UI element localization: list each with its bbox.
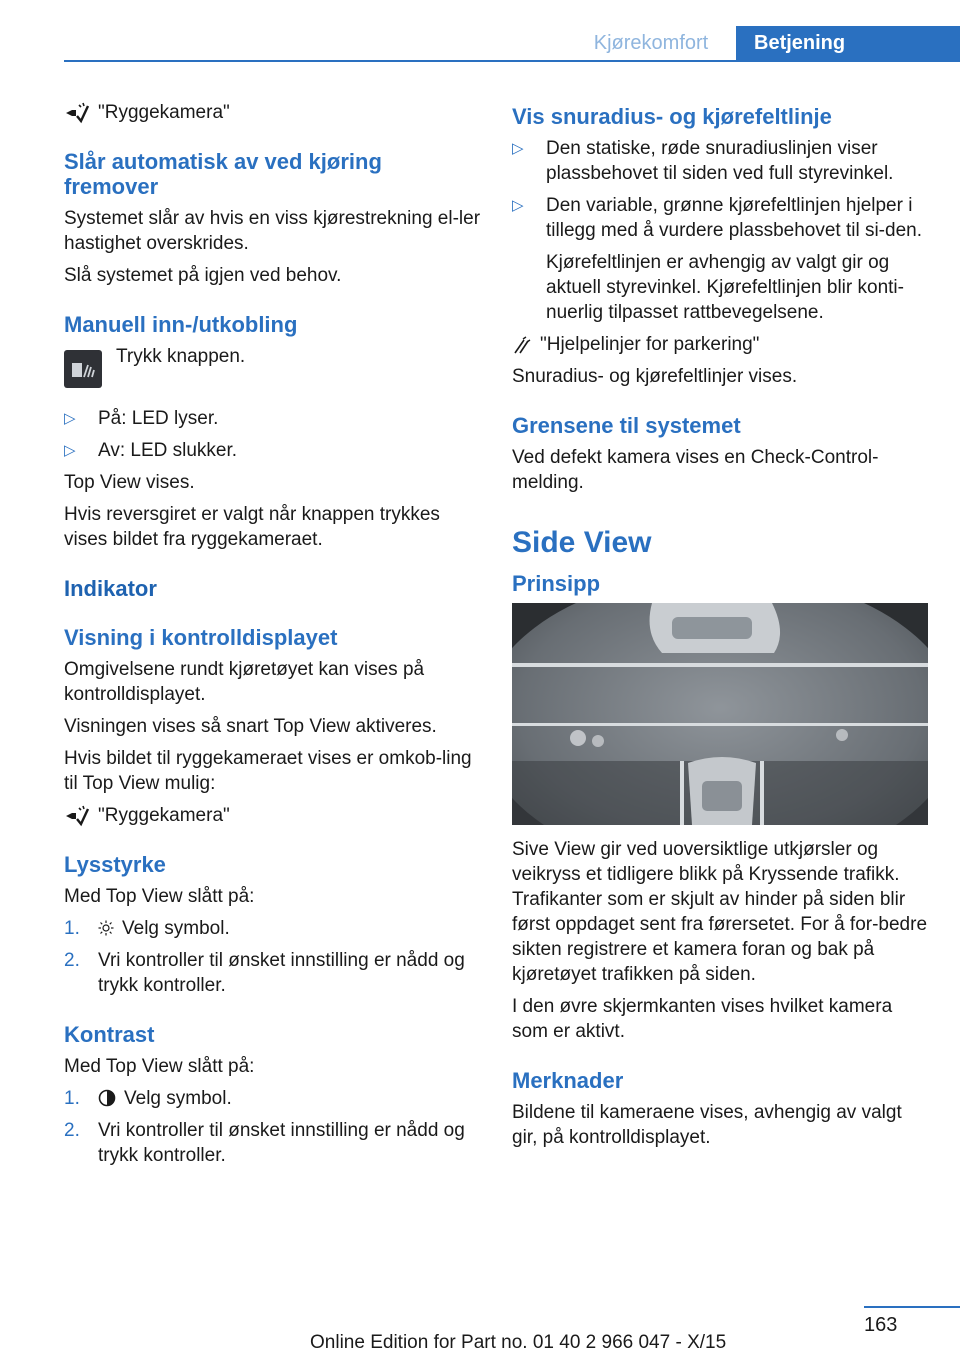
heading-indicator: Indikator <box>64 576 157 601</box>
heading-manual: Manuell inn-/utkobling <box>64 312 298 337</box>
text-display-2: Visningen vises så snart Top View aktiveres. <box>64 716 437 737</box>
text-lines-shown: Snuradius- og kjørefeltlinjer vises. <box>512 366 798 387</box>
heading-notes: Merknader <box>512 1068 624 1093</box>
left-column <box>64 100 480 1175</box>
list-item <box>64 916 480 941</box>
led-on-text: På: LED lyser. <box>98 408 219 429</box>
list-item <box>64 406 480 431</box>
list-item <box>64 948 480 998</box>
text-reenable: Slå systemet på igjen ved behov. <box>64 265 342 286</box>
side-view-illustration <box>512 603 928 825</box>
list-item <box>512 193 928 243</box>
heading-auto-off: Slår automatisk av ved kjøring fremover <box>64 149 382 199</box>
text-brightness: Med Top View slått på: <box>64 886 255 907</box>
led-off-text: Av: LED slukker. <box>98 440 238 461</box>
ryggekamera-label: "Ryggekamera" <box>98 805 230 826</box>
step-text <box>98 916 230 941</box>
header-rule <box>64 60 960 62</box>
brightness-steps <box>64 916 480 998</box>
page-number: 163 <box>864 1314 898 1336</box>
list-item <box>64 1118 480 1168</box>
text-topview-shown: Top View vises. <box>64 472 195 493</box>
step-number: 2. <box>64 950 80 971</box>
text-auto-off: Systemet slår av hvis en viss kjørestrekning el-ler hastighet overskrides. <box>64 208 481 254</box>
text-reverse: Hvis reversgiret er valgt når knappen trykkes vises bildet fra ryggekameraet. <box>64 504 440 550</box>
brightness-icon <box>98 918 114 939</box>
heading-brightness: Lysstyrke <box>64 852 166 877</box>
heading-limits: Grensene til systemet <box>512 413 741 438</box>
text-contrast: Med Top View slått på: <box>64 1056 255 1077</box>
heading-display: Visning i kontrolldisplayet <box>64 625 338 650</box>
rear-camera-icon <box>64 100 98 125</box>
text-lane-detail: Kjørefeltlinjen er avhengig av valgt gir og aktuell styrevinkel. Kjørefeltlinjen blir konti-nuerlig tilpasset rattbevegelsene. <box>546 252 904 323</box>
heading-side-view: Side View <box>512 526 652 559</box>
contrast-icon <box>98 1088 116 1109</box>
brightness-step-2: Vri kontroller til ønsket innstilling er nådd og trykk kontroller. <box>98 950 465 996</box>
static-line-text: Den statiske, røde snuradiuslinjen viser plassbehovet til siden ved full styrevinkel. <box>546 138 894 184</box>
header-section: Kjørekomfort <box>593 32 709 54</box>
contrast-step-2: Vri kontroller til ønsket innstilling er nådd og trykk kontroller. <box>98 1120 465 1166</box>
heading-principle: Prinsipp <box>512 571 601 596</box>
page-header <box>0 0 960 62</box>
step-number: 1. <box>64 1088 80 1109</box>
press-button-text: Trykk knappen. <box>116 346 246 367</box>
step-number: 1. <box>64 918 80 939</box>
text-side-1: Sive View gir ved uoversiktlige utkjørsler og veikryss et tidligere blikk på Kryssende trafikk. Trafikanter som er skjult av hinder på siden blir først oppdaget sent fra førersetet. For å for-bedre sikten registrere et kamera foran og bak på kjøretøyet trafikken på siden. <box>512 839 928 985</box>
text-display-3: Hvis bildet til ryggekameraet vises er omkob-ling til Top View mulig: <box>64 748 472 794</box>
rear-camera-icon <box>64 803 98 828</box>
right-column <box>512 100 928 1157</box>
parking-lines-icon <box>512 332 540 357</box>
parking-lines-label: "Hjelpelinjer for parkering" <box>540 334 760 355</box>
ryggekamera-line <box>64 100 480 125</box>
ryggekamera-line-2 <box>64 803 480 828</box>
text-side-2: I den øvre skjermkanten vises hvilket kamera som er aktivt. <box>512 996 893 1042</box>
triangle-bullet-icon: ▷ <box>512 197 524 214</box>
contrast-steps <box>64 1086 480 1168</box>
text-display-1: Omgivelsene rundt kjøretøyet kan vises på kontrolldisplayet. <box>64 659 425 705</box>
step-text <box>98 1086 232 1111</box>
camera-button-icon <box>64 350 102 388</box>
lines-bullets <box>512 136 928 243</box>
header-chapter: Betjening <box>736 26 960 60</box>
triangle-bullet-icon: ▷ <box>64 410 76 427</box>
footer-edition: Online Edition for Part no. 01 40 2 966 047 - X/15 <box>310 1332 727 1353</box>
ryggekamera-label: "Ryggekamera" <box>98 102 230 123</box>
heading-contrast: Kontrast <box>64 1022 155 1047</box>
press-button-row <box>64 344 480 388</box>
heading-lines: Vis snuradius- og kjørefeltlinje <box>512 104 832 129</box>
triangle-bullet-icon: ▷ <box>64 442 76 459</box>
list-item <box>512 136 928 186</box>
contrast-step-1: Velg symbol. <box>124 1088 232 1109</box>
footer-rule <box>864 1306 960 1308</box>
variable-line-text: Den variable, grønne kjørefeltlinjen hjelper i tillegg med å vurdere plassbehovet til si-den. <box>546 195 922 241</box>
parking-lines-line <box>512 332 928 357</box>
led-bullets <box>64 406 480 463</box>
step-number: 2. <box>64 1120 80 1141</box>
text-limits: Ved defekt kamera vises en Check-Control-melding. <box>512 447 879 493</box>
list-item <box>64 1086 480 1111</box>
text-notes: Bildene til kameraene vises, avhengig av valgt gir, på kontrolldisplayet. <box>512 1102 902 1148</box>
list-item <box>64 438 480 463</box>
brightness-step-1: Velg symbol. <box>122 918 230 939</box>
triangle-bullet-icon: ▷ <box>512 140 524 157</box>
